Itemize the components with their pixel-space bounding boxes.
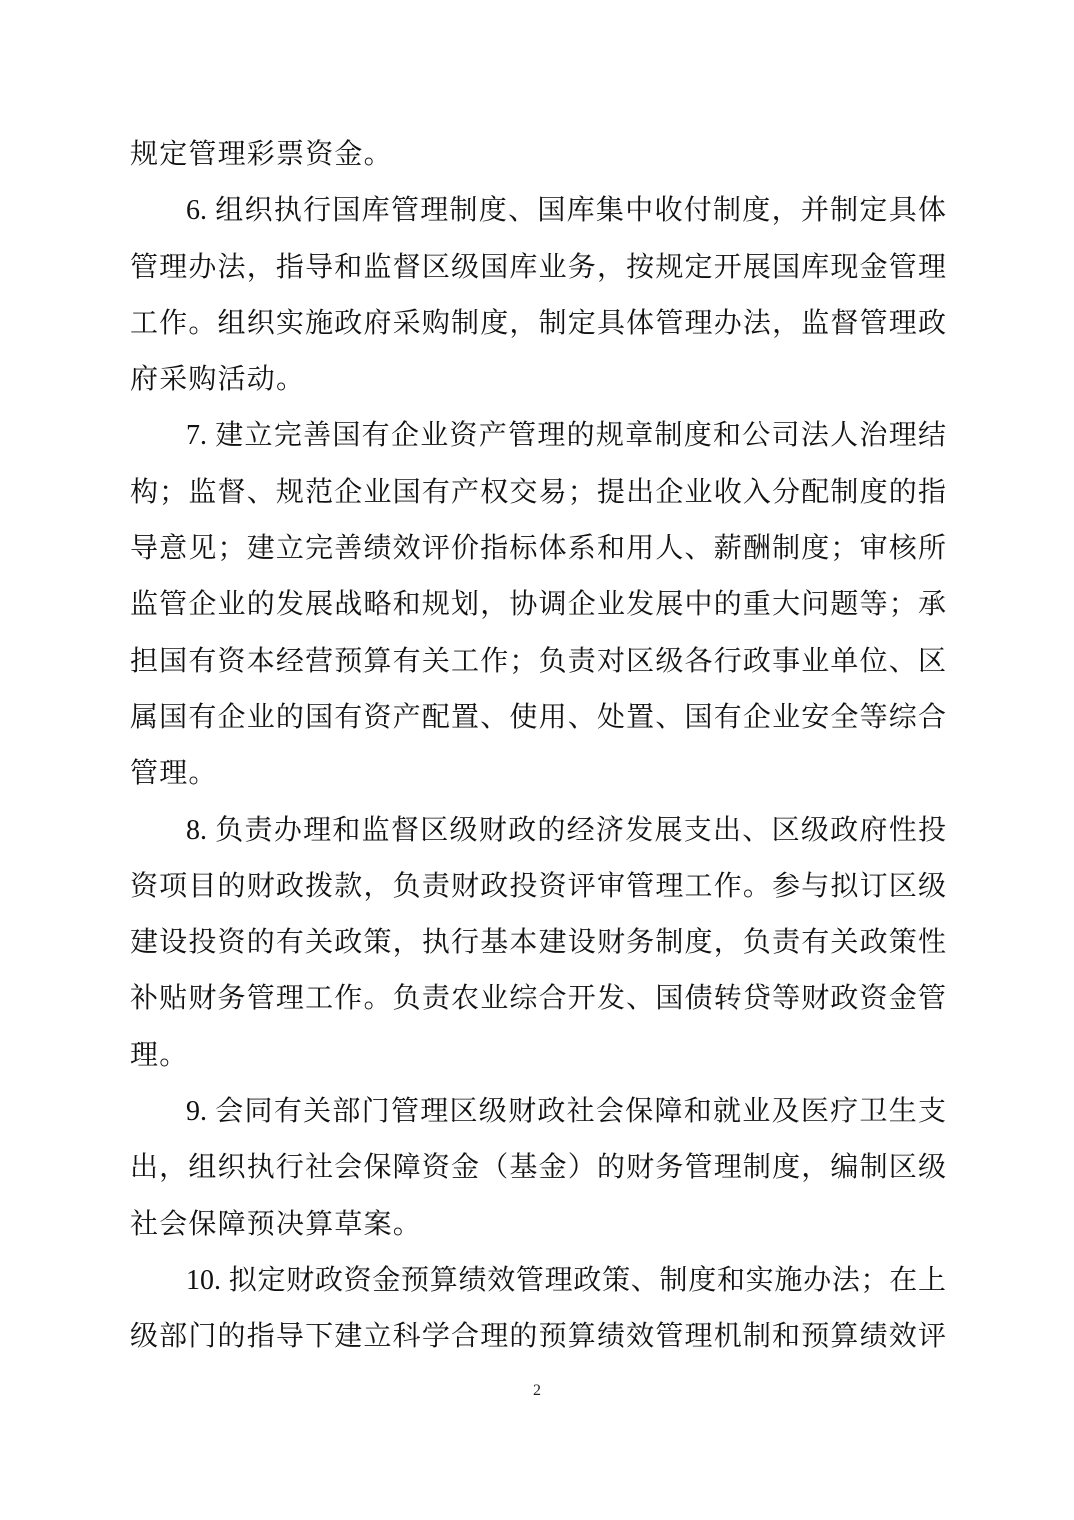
text-line: 规定管理彩票资金。 [130, 139, 393, 170]
text-line: 工作。组织实施政府采购制度，制定具体管理办法，监督管理政 [130, 307, 946, 339]
document-body [130, 127, 946, 1366]
text-line: 补贴财务管理工作。负责农业综合开发、国债转贷等财政资金管 [130, 983, 946, 1015]
text-line: 资项目的财政拨款，负责财政投资评审管理工作。参与拟订区级 [130, 870, 946, 902]
text-line: 府采购活动。 [130, 364, 306, 396]
paragraph [130, 1253, 946, 1366]
text-line: 7. 建立完善国有企业资产管理的规章制度和公司法人治理结 [186, 420, 946, 452]
paragraph [130, 127, 946, 183]
text-line: 10. 拟定财政资金预算绩效管理政策、制度和实施办法；在上 [186, 1264, 946, 1296]
text-line: 构；监督、规范企业国有产权交易；提出企业收入分配制度的指 [130, 476, 946, 508]
text-line: 出，组织执行社会保障资金（基金）的财务管理制度，编制区级 [130, 1152, 946, 1184]
text-line: 建设投资的有关政策，执行基本建设财务制度，负责有关政策性 [130, 927, 946, 959]
text-line: 管理。 [130, 758, 218, 790]
text-line: 监管企业的发展战略和规划，协调企业发展中的重大问题等；承 [130, 589, 946, 621]
text-line: 8. 负责办理和监督区级财政的经济发展支出、区级政府性投 [186, 814, 946, 846]
paragraph [130, 1084, 946, 1253]
text-line: 6. 组织执行国库管理制度、国库集中收付制度，并制定具体 [186, 195, 946, 227]
paragraph [130, 183, 946, 408]
text-line: 导意见；建立完善绩效评价指标体系和用人、薪酬制度；审核所 [130, 533, 946, 565]
text-line: 属国有企业的国有资产配置、使用、处置、国有企业安全等综合 [130, 701, 946, 733]
text-line: 担国有资本经营预算有关工作；负责对区级各行政事业单位、区 [130, 645, 946, 677]
text-line: 9. 会同有关部门管理区级财政社会保障和就业及医疗卫生支 [186, 1096, 946, 1128]
text-line: 管理办法，指导和监督区级国库业务，按规定开展国库现金管理 [130, 251, 946, 283]
text-line: 理。 [130, 1039, 189, 1071]
paragraph [130, 408, 946, 802]
page-number: 2 [533, 1382, 541, 1399]
text-line: 社会保障预决算草案。 [130, 1208, 423, 1240]
text-line: 级部门的指导下建立科学合理的预算绩效管理机制和预算绩效评 [130, 1321, 946, 1353]
paragraph [130, 803, 946, 1084]
